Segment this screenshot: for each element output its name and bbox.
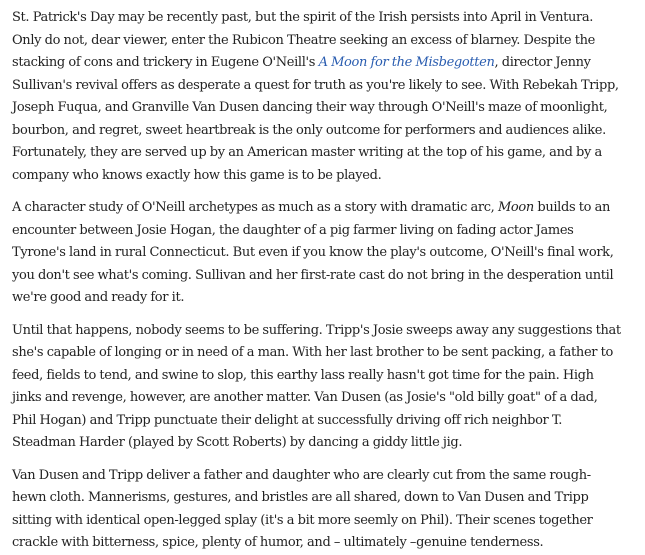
paragraph-2 [12, 197, 622, 310]
article-body [12, 7, 622, 555]
paragraph-2-text-start: A character study of O'Neill archetypes as much as a story with dramatic arc, [12, 200, 498, 215]
paragraph-3: Until that happens, nobody seems to be suffering. Tripp's Josie sweeps away any suggestions that she's capable of longing or in need of a man. With her last brother to be sent packing, a father to feed, fields to tend, and swine to slop, this earthy lass really hasn't got time for the pain. High jinks and revenge, however, are another matter. Van Dusen (as Josie's "old billy goat" of a dad, Phil Hogan) and Tripp punctuate their delight at successfully driving off rich neighbor T. Steadman Harder (played by Scott Roberts) by dancing a giddy little jig. [12, 322, 621, 450]
play-title-link[interactable]: A Moon for the Misbegotten [318, 55, 495, 70]
paragraph-1 [12, 7, 622, 187]
paragraph-1-text-start: St. Patrick's Day may be recently past, but the spirit of the Irish persists into April in Ventura. Only do not, dear viewer, enter the Rubicon Theatre seeking an excess of blarney. Despite the stacking of cons and trickery in Eugene O'Neill's [12, 10, 595, 70]
paragraph-2-text-end: builds to an encounter between Josie Hogan, the daughter of a pig farmer living on fading actor James Tyrone's land in rural Connecticut. But even if you know the play's outcome, O'Neill's final work, you don't see what's coming. Sullivan and her first-rate cast do not bring in the desperation until we're good and ready for it. [12, 200, 614, 305]
paragraph-4: Van Dusen and Tripp deliver a father and daughter who are clearly cut from the same rough-hewn cloth. Mannerisms, gestures, and bristles are all shared, down to Van Dusen and Tripp sitting with identical open-legged splay (it's a bit more seemly on Phil). Their scenes together crackle with bitterness, spice, plenty of humor, and – ultimately –genuine tenderness. [12, 467, 593, 550]
play-short-title: Moon [497, 200, 534, 215]
paragraph-1-text-end: , director Jenny Sullivan's revival offers as desperate a quest for truth as you're likely to see. With Rebekah Tripp, Joseph Fuqua, and Granville Van Dusen dancing their way through O'Neill's maze of moonlight, bourbon, and regret, sweet heartbreak is the only outcome for performers and audiences alike. Fortunately, they are served up by an American master writing at the top of his game, and by a company who knows exactly how this game is to be played. [12, 55, 619, 183]
